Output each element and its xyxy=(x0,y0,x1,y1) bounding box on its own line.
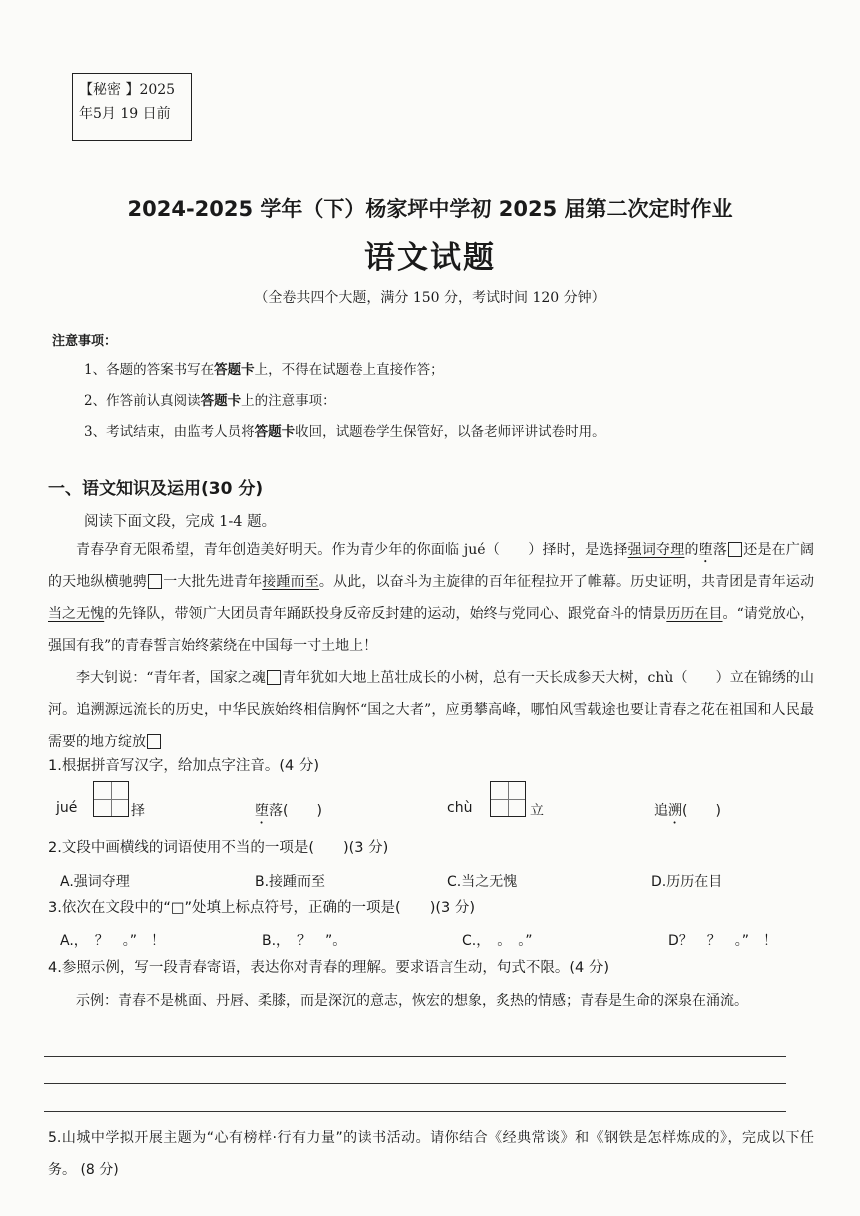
exam-subtitle: （全卷共四个大题，满分 150 分，考试时间 120 分钟） xyxy=(254,290,606,306)
q1-pinyin-a: jué xyxy=(56,800,78,816)
q1-pinyin-c: chù xyxy=(447,800,473,816)
q1-item-d xyxy=(654,800,721,827)
q1-item-d-text: ( ) xyxy=(682,803,721,819)
underlined-word: 接踵而至 xyxy=(262,574,319,590)
q3-option-b[interactable]: B.， ？ ”。 xyxy=(262,933,347,949)
notice-bold: 答题卡 xyxy=(214,362,255,378)
notice-bold: 答题卡 xyxy=(200,393,242,409)
underlined-word: 强词夺理 xyxy=(627,542,685,558)
q2-option-c[interactable]: C.当之无愧 xyxy=(447,874,518,890)
notice-text: 上的注意事项： xyxy=(241,393,336,409)
notice-text: 收回，试题卷学生保管好，以备老师评讲试卷时用。 xyxy=(295,424,606,440)
q4-example: 示例：青春不是桃面、丹唇、柔膝，而是深沉的意志，恢宏的想象，炙热的情感；青春是生命的深泉在涌流。 xyxy=(76,993,748,1009)
q3-option-a[interactable]: A.， ？ 。” ！ xyxy=(60,933,166,949)
q2-option-d[interactable]: D.历历在目 xyxy=(651,874,723,890)
passage-text: 青年犹如大地上茁壮成长的小树，总有一天长成参天大树，chù（ ）立在锦绣的山河。追溯源远流长的历史，中华民族始终相信胸怀“国之大者”，应勇攀高峰，哪怕风雪载途也要让青春之花在祖国和人民最需要的地方绽放 xyxy=(48,670,814,750)
question-5-stem: 5.山城中学拟开展主题为“心有榜样·行有力量”的读书活动。请你结合《经典常谈》和《钢铁是怎样炼成的》，完成以下任务。 (8 分) xyxy=(48,1130,814,1178)
question-4-stem: 4.参照示例，写一段青春寄语，表达你对青春的理解。要求语言生动，句式不限。(4 分) xyxy=(48,960,609,976)
subject-title: 语文试题 xyxy=(364,240,496,276)
passage-text: 李大钊说：“青年者，国家之魂 xyxy=(76,670,266,686)
notice-text: 3、考试结束，由监考人员将 xyxy=(84,424,255,440)
notice-text: 上，不得在试题卷上直接作答； xyxy=(254,362,444,378)
blank-box xyxy=(148,574,162,589)
passage-text: 一大批先进青年 xyxy=(163,574,263,590)
question-2-stem: 2.文段中画横线的词语使用不当的一项是( )(3 分) xyxy=(48,840,389,856)
passage-text: 还是在广阔的天地纵横驰骋 xyxy=(48,542,815,590)
dotted-char: 堕 xyxy=(698,542,713,558)
q1-char-c: 立 xyxy=(530,803,544,819)
question-1-stem: 1.根据拼音写汉字，给加点字注音。(4 分) xyxy=(48,758,319,774)
exam-title: 2024-2025 学年（下）杨家坪中学初 2025 届第二次定时作业 xyxy=(127,197,733,221)
question-3-stem: 3.依次在文段中的“□”处填上标点符号，正确的一项是( )(3 分) xyxy=(48,900,476,916)
tianzi-grid-c[interactable] xyxy=(490,781,526,817)
answer-line-1[interactable] xyxy=(44,1056,786,1057)
passage-text: 的先锋队，带领广大团员青年踊跃投身反帝反封建的运动，始终与党同心、跟党奋斗的情景 xyxy=(104,606,667,622)
passage-text: 落 xyxy=(712,542,728,558)
passage-text: 。“请党放心，强国有我”的青春誓言始终萦绕在中国每一寸土地上！ xyxy=(48,606,815,654)
blank-box xyxy=(147,734,161,749)
underlined-word: 历历在目 xyxy=(666,606,723,622)
dotted-char: 堕 xyxy=(255,803,269,819)
q3-option-d[interactable]: D？ ？ 。” ！ xyxy=(668,933,778,949)
blank-box xyxy=(728,542,742,557)
confidential-line-1: 【秘密 】2025 xyxy=(79,82,176,98)
answer-line-2[interactable] xyxy=(44,1083,786,1084)
q2-option-b[interactable]: B.接踵而至 xyxy=(255,874,326,890)
q2-option-a[interactable]: A.强词夺理 xyxy=(60,874,130,890)
notice-item-3 xyxy=(84,420,606,440)
passage-text: 青春孕育无限希望，青年创造美好明天。作为青少年的你面临 jué（ ）择时，是选择 xyxy=(76,542,628,558)
passage-text: 。从此，以奋斗为主旋律的百年征程拉开了帷幕。历史证明，共青团是青年运动 xyxy=(318,574,815,590)
confidential-stamp xyxy=(72,73,192,141)
q1-item-b xyxy=(255,800,322,827)
q1-item-b-text: 落( ) xyxy=(269,803,322,819)
notice-text: 1、各题的答案书写在 xyxy=(84,362,215,378)
notice-text: 2、作答前认真阅读 xyxy=(84,393,201,409)
notice-heading: 注意事项： xyxy=(52,334,118,349)
answer-line-3[interactable] xyxy=(44,1111,786,1112)
underlined-word: 当之无愧 xyxy=(48,606,105,622)
confidential-line-2: 年5月 19 日前 xyxy=(79,106,171,122)
section-1-intro: 阅读下面文段，完成 1-4 题。 xyxy=(84,514,277,530)
passage-paragraph-2 xyxy=(48,662,814,758)
section-1-heading: 一、语文知识及运用(30 分) xyxy=(48,479,264,499)
passage-text: 的 xyxy=(684,542,699,558)
notice-item-1 xyxy=(84,358,444,378)
q3-option-c[interactable]: C.， 。 。” xyxy=(462,933,533,949)
dotted-char: 溯 xyxy=(668,803,682,819)
q1-item-d-text: 追 xyxy=(654,803,668,819)
tianzi-grid-a[interactable] xyxy=(93,781,129,817)
passage-paragraph-1 xyxy=(48,534,814,662)
blank-box xyxy=(267,670,281,685)
notice-bold: 答题卡 xyxy=(254,424,296,440)
q1-char-a: 择 xyxy=(131,803,145,819)
notice-item-2 xyxy=(84,389,336,409)
